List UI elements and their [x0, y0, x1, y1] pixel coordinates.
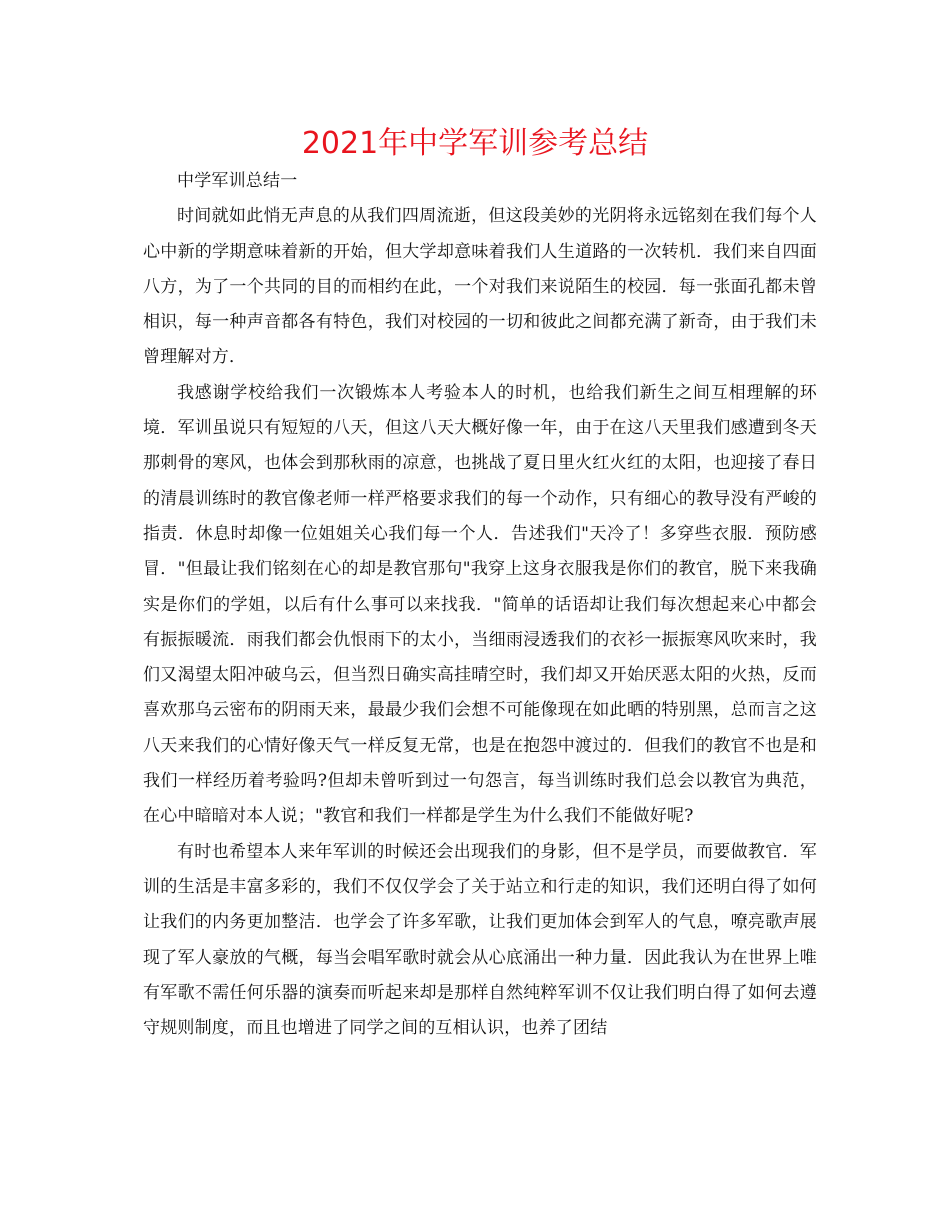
document-body: [143, 164, 817, 1046]
paragraph: 我感谢学校给我们一次锻炼本人考验本人的时机，也给我们新生之间互相理解的环境．军训虽说只有短短的八天，但这八天大概好像一年，由于在这八天里我们感遭到冬天那刺骨的寒风，也体会到那秋雨的凉意，也挑战了夏日里火红火红的太阳，也迎接了春日的清晨训练时的教官像老师一样严格要求我们的每一个动作，只有细心的教导没有严峻的指责．休息时却像一位姐姐关心我们每一个人．告述我们"天冷了！多穿些衣服．预防感冒．"但最让我们铭刻在心的却是教官那句"我穿上这身衣服我是你们的教官，脱下来我确实是你们的学姐，以后有什么事可以来找我．"简单的话语却让我们每次想起来心中都会有振振暖流．雨我们都会仇恨雨下的太小，当细雨浸透我们的衣衫一振振寒风吹来时，我们又渴望太阳冲破乌云，但当烈日确实高挂晴空时，我们却又开始厌恶太阳的火热，反而喜欢那乌云密布的阴雨天来，最最少我们会想不可能像现在如此晒的特别黑，总而言之这八天来我们的心情好像天气一样反复无常，也是在抱怨中渡过的．但我们的教官不也是和我们一样经历着考验吗?但却未曾听到过一句怨言，每当训练时我们总会以教官为典范，在心中暗暗对本人说；"教官和我们一样都是学生为什么我们不能做好呢?: [143, 382, 817, 827]
section-heading: 中学军训总结一: [177, 171, 298, 191]
document-title: 2021年中学军训参考总结: [301, 126, 649, 161]
paragraph: 时间就如此悄无声息的从我们四周流逝，但这段美妙的光阴将永远铭刻在我们每个人心中新的学期意味着新的开始，但大学却意味着我们人生道路的一次转机．我们来自四面八方，为了一个共同的目的而相约在此，一个对我们来说陌生的校园．每一张面孔都未曾相识，每一种声音都各有特色，我们对校园的一切和彼此之间都充满了新奇，由于我们未曾理解对方．: [143, 206, 817, 368]
paragraph: 有时也希望本人来年军训的时候还会出现我们的身影，但不是学员，而要做教官．军训的生活是丰富多彩的，我们不仅仅学会了关于站立和行走的知识，我们还明白得了如何让我们的内务更加整洁．也学会了许多军歌，让我们更加体会到军人的气息，嘹亮歌声展现了军人豪放的气概，每当会唱军歌时就会从心底涌出一种力量．因此我认为在世界上唯有军歌不需任何乐器的演奏而听起来却是那样自然纯粹军训不仅让我们明白得了如何去遵守规则制度，而且也增进了同学之间的互相认识，也养了团结: [143, 841, 817, 1039]
